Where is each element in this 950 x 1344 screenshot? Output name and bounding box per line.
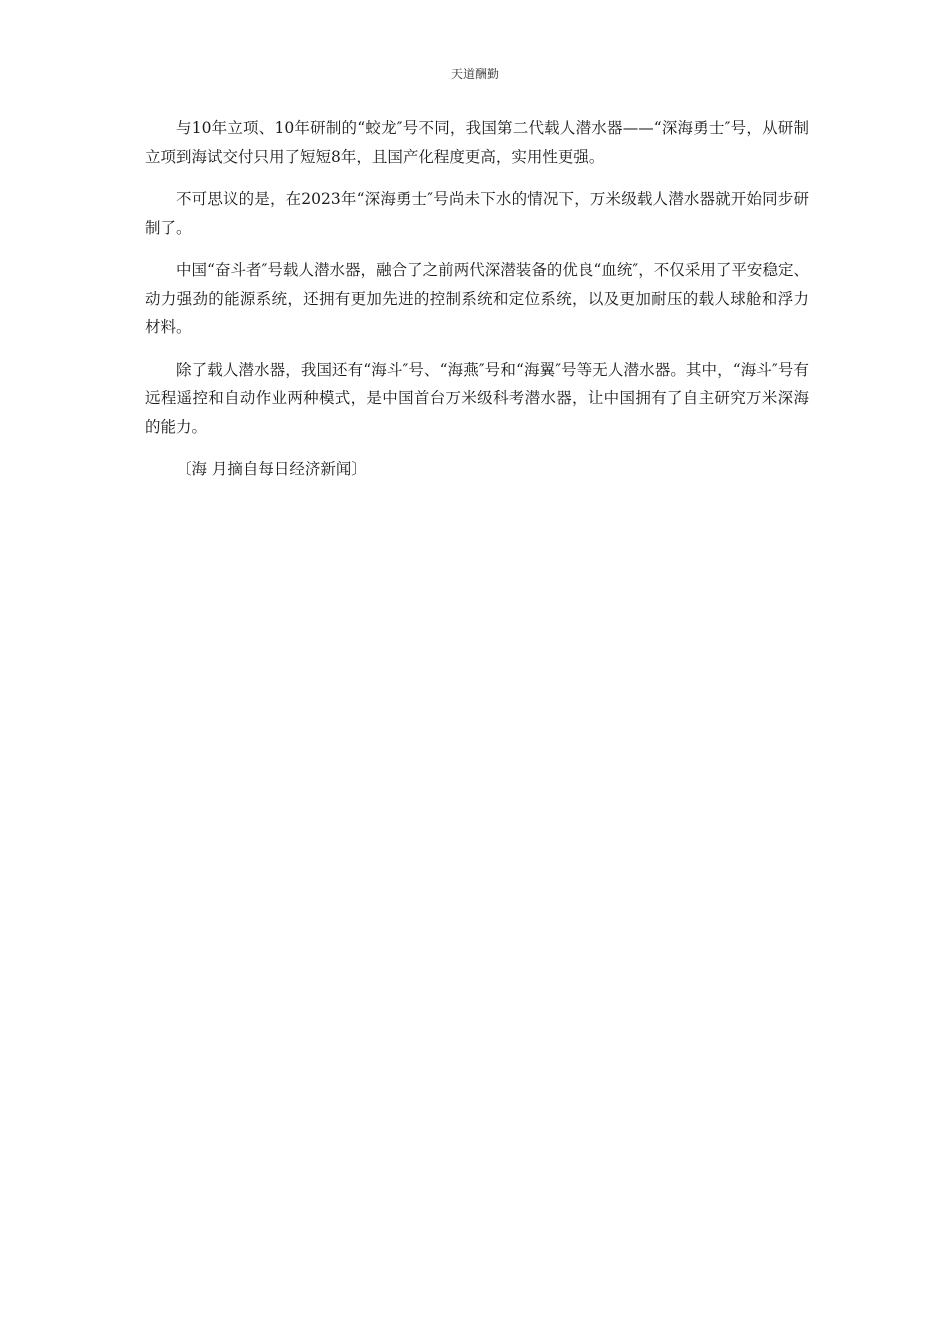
paragraph-4: 除了载人潜水器，我国还有“海斗″号、“海燕″号和“海翼″号等无人潜水器。其中，“海斗″号有远程遥控和自动作业两种模式，是中国首台万米级科考潜水器，让中国拥有了自主研究万米深海的能力。 xyxy=(145,360,809,436)
paragraph-3: 中国“奋斗者″号载人潜水器，融合了之前两代深潜装备的优良“血统″，不仅采用了平安稳定、动力强劲的能源系统，还拥有更加先进的控制系统和定位系统，以及更加耐压的载人球舱和浮力材料。 xyxy=(145,261,809,336)
source-attribution: 〔海 月摘自每日经济新闻〕 xyxy=(176,460,367,478)
article-body xyxy=(145,114,809,484)
page-header: 天道酬勤 xyxy=(450,67,499,81)
paragraph-2: 不可思议的是，在2023年“深海勇士″号尚未下水的情况下，万米级载人潜水器就开始同步研制了。 xyxy=(145,190,809,237)
paragraph-1: 与10年立项、10年研制的“蛟龙″号不同，我国第二代载人潜水器——“深海勇士″号，从研制立项到海试交付只用了短短8年，且国产化程度更高，实用性更强。 xyxy=(145,119,809,166)
